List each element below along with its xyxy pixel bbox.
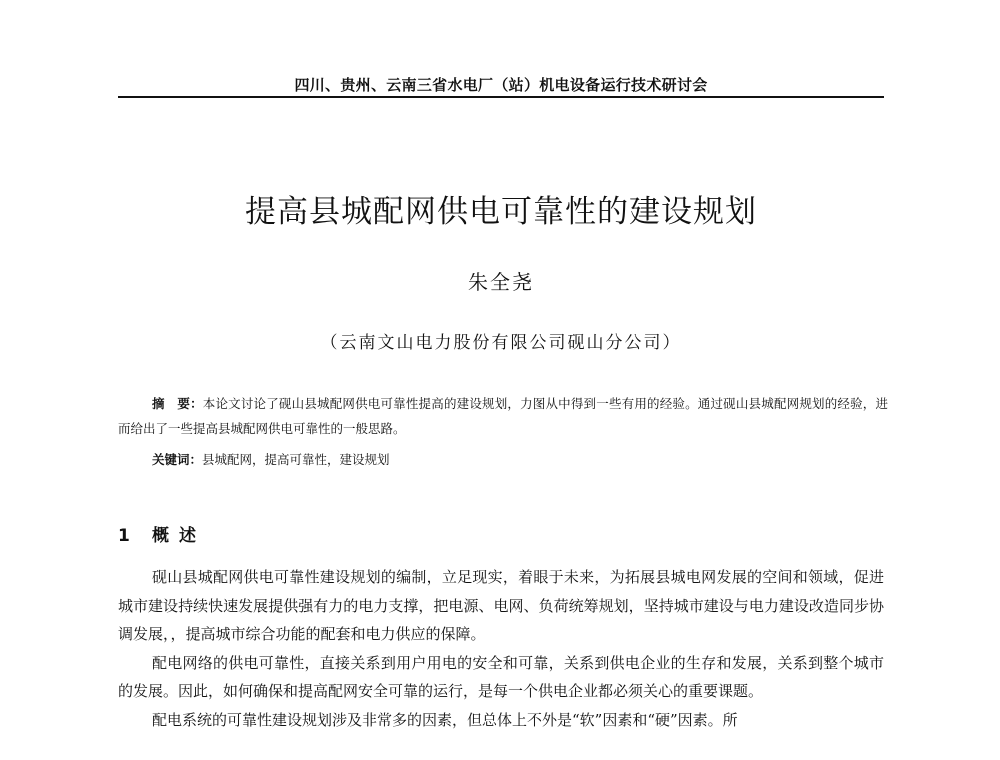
- keywords-label: 关键词：: [152, 452, 203, 467]
- running-header: 四川、贵州、云南三省水电厂（站）机电设备运行技术研讨会: [294, 76, 708, 94]
- paragraph-2: 配电网络的供电可靠性，直接关系到用户用电的安全和可靠，关系到供电企业的生存和发展，关系到整个城市的发展。因此，如何确保和提高配网安全可靠的运行，是每一个供电企业都必须关心的重要课题。: [118, 653, 884, 700]
- abstract: [118, 391, 888, 441]
- section-number: 1: [118, 526, 130, 546]
- paragraph-3: 配电系统的可靠性建设规划涉及非常多的因素，但总体上不外是“软”因素和“硬”因素。所: [152, 710, 738, 729]
- body-text: [118, 563, 884, 734]
- header-rule: [118, 96, 884, 98]
- section-heading: [118, 521, 206, 546]
- section-title: 概述: [152, 526, 206, 546]
- keywords-text: 县城配网，提高可靠性，建设规划: [202, 452, 390, 467]
- paragraph-1: 砚山县城配网供电可靠性建设规划的编制，立足现实，着眼于未来，为拓展县城电网发展的空间和领域，促进城市建设持续快速发展提供强有力的电力支撑，把电源、电网、负荷统筹规划，坚持城市建设与电力建设改造同步协调发展，，提高城市综合功能的配套和电力供应的保障。: [118, 568, 884, 643]
- paper-title: 提高县城配网供电可靠性的建设规划: [245, 194, 757, 230]
- abstract-text: 本论文讨论了砚山县城配网供电可靠性提高的建设规划，力图从中得到一些有用的经验。通过砚山县城配网规划的经验，进而给出了一些提高县城配网供电可靠性的一般思路。: [118, 396, 888, 436]
- author-name: 朱全尧: [468, 270, 534, 294]
- author-affiliation: （云南文山电力股份有限公司砚山分公司）: [320, 333, 682, 353]
- keywords: [152, 450, 888, 470]
- abstract-label: 摘 要：: [152, 396, 203, 411]
